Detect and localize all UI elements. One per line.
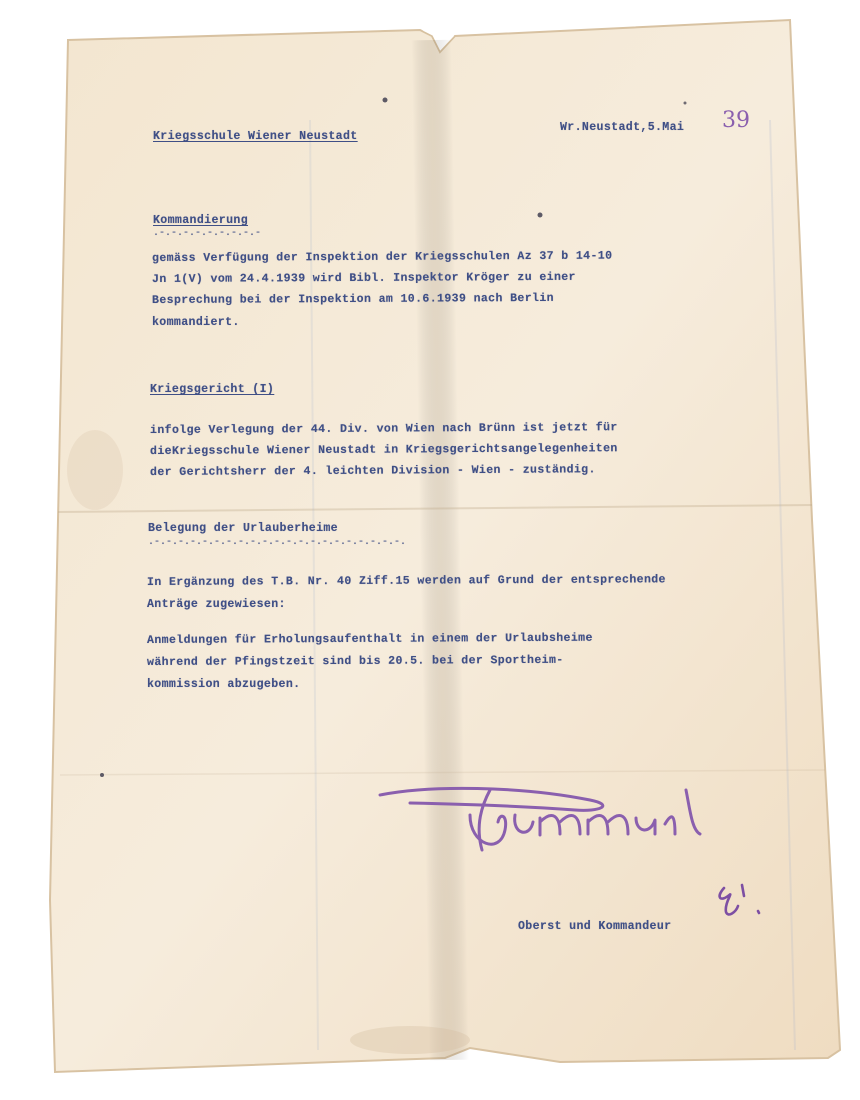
section-heading-kriegsgericht: Kriegsgericht (I) xyxy=(150,383,275,396)
signatory-title: Oberst und Kommandeur xyxy=(518,920,672,933)
body-line: infolge Verlegung der 44. Div. von Wien nach Brünn ist jetzt für xyxy=(150,421,618,437)
place-date: Wr.Neustadt,5.Mai xyxy=(560,121,685,134)
body-line: Anmeldungen für Erholungsaufenthalt in einem der Urlaubsheime xyxy=(147,631,593,647)
body-line: Besprechung bei der Inspektion am 10.6.1939 nach Berlin xyxy=(152,291,554,307)
section-heading-kommandierung: Kommandierung xyxy=(153,214,248,227)
body-line: Anträge zugewiesen: xyxy=(147,598,286,611)
body-line: während der Pfingstzeit sind bis 20.5. bei der Sportheim- xyxy=(147,653,564,669)
body-line: kommandiert. xyxy=(152,316,240,329)
body-line: dieKriegsschule Wiener Neustadt in Kriegsgerichtsangelegenheiten xyxy=(150,442,618,458)
body-line: der Gerichtsherr der 4. leichten Division - Wien - zuständig. xyxy=(150,463,596,479)
body-line: gemäss Verfügung der Inspektion der Kriegsschulen Az 37 b 14-10 xyxy=(152,249,613,265)
section-heading-belegung: Belegung der Urlauberheime xyxy=(148,522,338,535)
body-line: kommission abzugeben. xyxy=(147,678,301,691)
body-line: Jn 1(V) vom 24.4.1939 wird Bibl. Inspektor Kröger zu einer xyxy=(152,270,576,286)
body-line: In Ergänzung des T.B. Nr. 40 Ziff.15 werden auf Grund der entsprechende xyxy=(147,573,666,589)
heading-underline-marks: .-.-.-.-.-.-.-.-.-.-.-.-.-.-.-.-.-.-.-.-.-. xyxy=(148,537,407,548)
handwritten-year: 39 xyxy=(722,108,750,133)
school-name: Kriegsschule Wiener Neustadt xyxy=(153,130,358,143)
heading-underline-marks: .-.-.-.-.-.-.-.-.- xyxy=(153,228,262,239)
